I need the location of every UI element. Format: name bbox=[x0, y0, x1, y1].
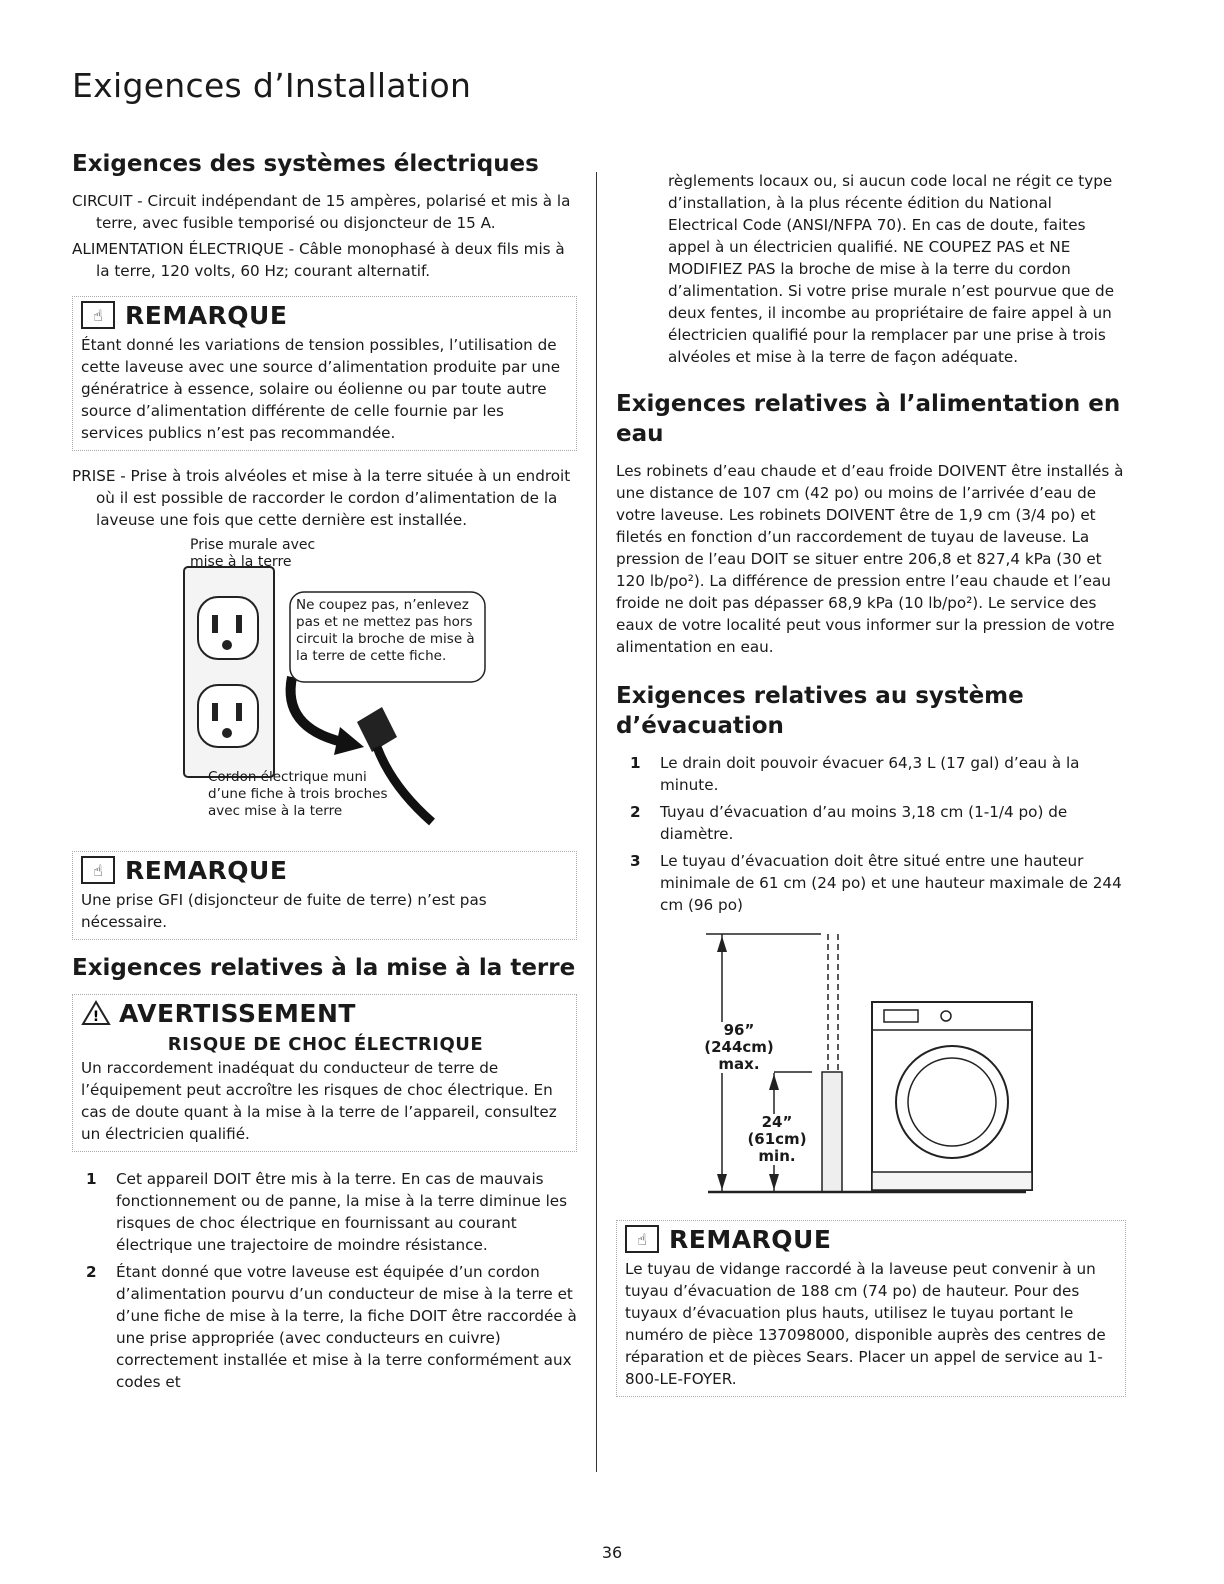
list-item: 2 Tuyau d’évacuation d’au moins 3,18 cm (1-1/4 po) de diamètre. bbox=[630, 802, 1068, 843]
cord-label: Cordon électrique muni d’une fiche à trois broches avec mise à la terre bbox=[208, 768, 388, 819]
min-height-label: 24” (61cm) min. bbox=[742, 1114, 812, 1165]
washer-drawing bbox=[616, 922, 1126, 1210]
warning-triangle-icon bbox=[81, 1000, 111, 1026]
max-height-label: 96” (244cm) max. bbox=[704, 1020, 774, 1073]
page-number: 36 bbox=[601, 1543, 623, 1562]
left-column bbox=[72, 150, 577, 1398]
grounding-list bbox=[72, 1168, 577, 1393]
drain-height-diagram bbox=[616, 922, 1126, 1210]
electrical-heading: Exigences des systèmes électriques bbox=[72, 151, 539, 177]
page-title: Exigences d’Installation bbox=[72, 66, 472, 105]
circuit-text: CIRCUIT - Circuit indépendant de 15 ampères, polarisé et mis à la terre, avec fusible temporisé ou disjoncteur de 15 A. bbox=[72, 191, 571, 232]
power-supply-text: ALIMENTATION ÉLECTRIQUE - Câble monophasé à deux fils mis à la terre, 120 volts, 60 Hz; courant alternatif. bbox=[72, 239, 565, 280]
svg-text:!: ! bbox=[92, 1009, 100, 1026]
column-divider bbox=[596, 172, 597, 1472]
list-item: 1 Le drain doit pouvoir évacuer 64,3 L (17 gal) d’eau à la minute. bbox=[630, 753, 1080, 794]
warning-subtitle: RISQUE DE CHOC ÉLECTRIQUE bbox=[167, 1033, 484, 1055]
warning-bubble-text: Ne coupez pas, n’enlevez pas et ne mettez pas hors circuit la broche de mise à la terre de cette fiche. bbox=[296, 596, 475, 664]
note-label: REMARQUE bbox=[125, 855, 288, 885]
note-box-drain bbox=[616, 1220, 1126, 1397]
note-text: Étant donné les variations de tension possibles, l’utilisation de cette laveuse avec une source d’alimentation produite par une génératrice à essence, solaire ou éolienne ou par toute autre source d’alimentation différente de celle fournie par les services publics n’est pas recommandée. bbox=[81, 335, 561, 442]
outlet-illustration bbox=[72, 537, 577, 837]
note-text: Le tuyau de vidange raccordé à la laveuse peut convenir à un tuyau d’évacuation de 188 cm (74 po) de hauteur. Pour des tuyaux d’évacuation plus hauts, utilisez le tuyau portant le numéro de pièce 137098000, disponible auprès des centres de réparation et de pièces Sears. Placer un appel de service au 1-800-LE-FOYER. bbox=[625, 1259, 1106, 1388]
note-box-gfi bbox=[72, 851, 577, 940]
drain-heading: Exigences relatives au système d’évacuation bbox=[616, 682, 1024, 739]
outlet-label: Prise murale avec mise à la terre bbox=[190, 536, 316, 570]
note-icon: ☝ bbox=[81, 301, 115, 329]
list-item: 1 Cet appareil DOIT être mis à la terre. En cas de mauvais fonctionnement ou de panne, la mise à la terre diminue les risques de choc électrique en fournissant au courant électrique une trajectoire de moindre résistance. bbox=[86, 1169, 568, 1254]
drain-list bbox=[616, 752, 1126, 916]
note-box-generator bbox=[72, 296, 577, 451]
water-text: Les robinets d’eau chaude et d’eau froide DOIVENT être installés à une distance de 107 cm (42 po) ou moins de l’arrivée d’eau de votre laveuse. Les robinets DOIVENT être de 1,9 cm (3/4 po) et filetés en fonction d’un raccordement de tuyau de laveuse. La pression de l’eau DOIT se situer entre 206,8 et 827,4 kPa (30 et 120 lb/po²). La différence de pression entre l’eau chaude et l’eau froide ne doit pas dépasser 68,9 kPa (10 lb/po²). Le service des eaux de votre localité peut vous informer sur la pression de votre alimentation en eau. bbox=[616, 461, 1124, 656]
warning-label: AVERTISSEMENT bbox=[119, 998, 356, 1028]
note-icon: ☝ bbox=[81, 856, 115, 884]
note-label: REMARQUE bbox=[125, 300, 288, 330]
note-label: REMARQUE bbox=[669, 1224, 832, 1254]
water-heading: Exigences relatives à l’alimentation en eau bbox=[616, 391, 1121, 447]
warning-text: Un raccordement inadéquat du conducteur de terre de l’équipement peut accroître les risques de choc électrique. En cas de doute quant à la mise à la terre de l’appareil, consultez un électricien qualifié. bbox=[81, 1058, 557, 1143]
note-text: Une prise GFI (disjoncteur de fuite de terre) n’est pas nécessaire. bbox=[81, 890, 487, 931]
note-icon: ☝ bbox=[625, 1225, 659, 1253]
warning-box bbox=[72, 994, 577, 1152]
outlet-text: PRISE - Prise à trois alvéoles et mise à la terre située à un endroit où il est possible de raccorder le cordon d’alimentation de la laveuse une fois que cette dernière est installée. bbox=[72, 466, 571, 529]
grounding-heading: Exigences relatives à la mise à la terre bbox=[72, 954, 576, 981]
continued-text: règlements locaux ou, si aucun code local ne régit ce type d’installation, à la plus récente édition du National Electrical Code (ANSI/NFPA 70). En cas de doute, faites appel à un électricien qualifié. NE COUPEZ PAS et NE MODIFIEZ PAS la broche de mise à la terre du cordon d’alimentation. Si votre prise murale n’est pourvue que de deux fentes, il incombe au propriétaire de faire appel à un électricien qualifié pour la remplacer par une prise à trois alvéoles et mise à la terre de façon adéquate. bbox=[668, 172, 1115, 366]
list-item: 3 Le tuyau d’évacuation doit être situé entre une hauteur minimale de 61 cm (24 po) et une hauteur maximale de 244 cm (96 po) bbox=[630, 851, 1122, 914]
right-column bbox=[616, 170, 1126, 1411]
list-item: 2 Étant donné que votre laveuse est équipée d’un cordon d’alimentation pourvu d’un conducteur de mise à la terre et d’une fiche de mise à la terre, la fiche DOIT être raccordée à une prise appropriée (avec conducteurs en cuivre) correctement installée et mise à la terre conformément aux codes et bbox=[86, 1262, 577, 1391]
